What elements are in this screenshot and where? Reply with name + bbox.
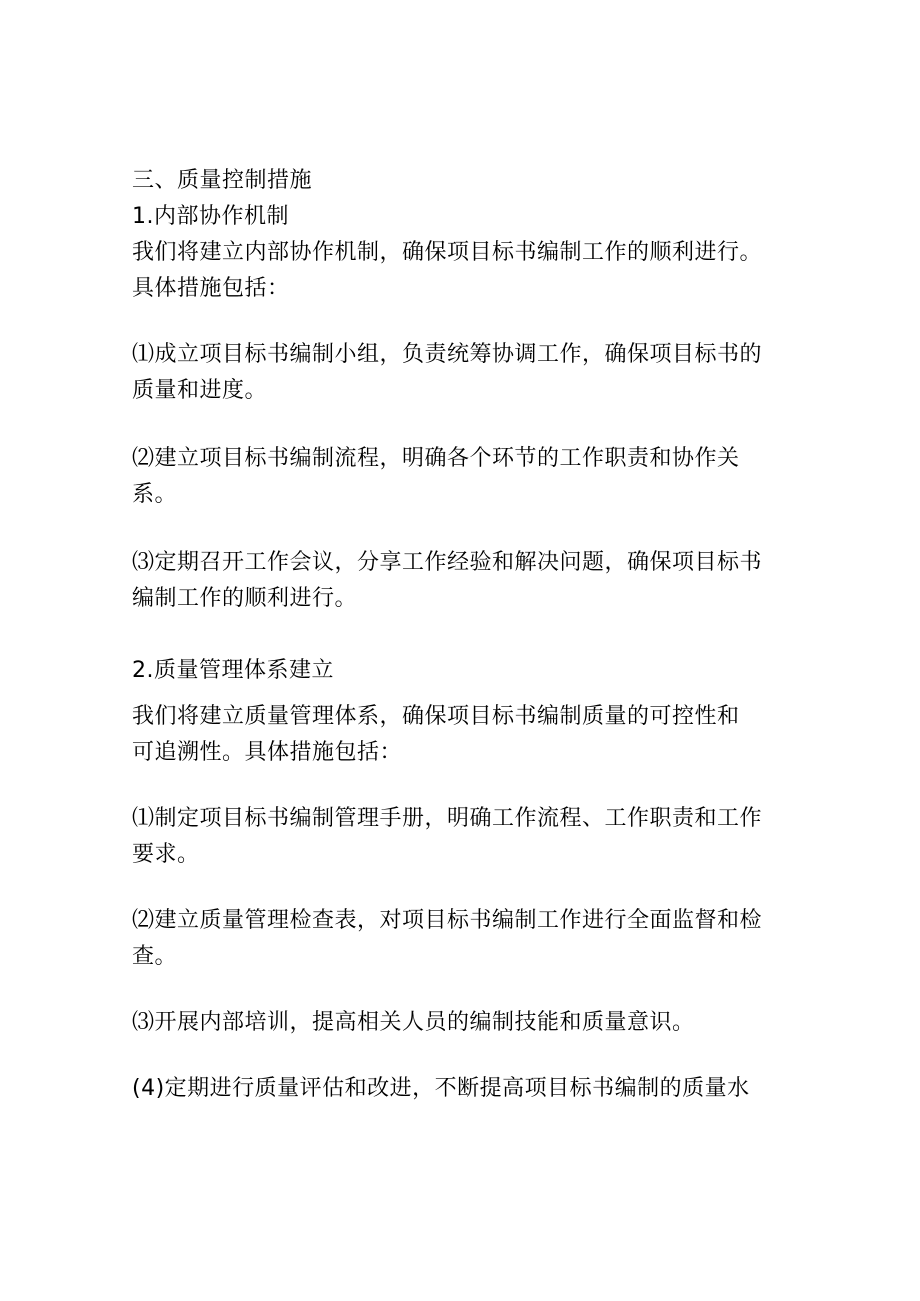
subsection-2-item-2-line-1: ⑵建立质量管理检查表，对项目标书编制工作进行全面监督和检: [132, 908, 763, 933]
subsection-1-item-2-line-2: 系。: [132, 482, 178, 507]
subsection-1-item-3-line-2: 编制工作的顺利进行。: [132, 586, 358, 611]
subsection-2-item-3-line-1: ⑶开展内部培训，提高相关人员的编制技能和质量意识。: [132, 1010, 695, 1035]
subsection-2-intro-line-2: 可追溯性。具体措施包括：: [132, 740, 403, 765]
subsection-1-intro-line-2: 具体措施包括：: [132, 276, 290, 301]
subsection-2-intro-line-1: 我们将建立质量管理体系，确保项目标书编制质量的可控性和: [132, 704, 740, 729]
subsection-1-intro-line-1: 我们将建立内部协作机制，确保项目标书编制工作的顺利进行。: [132, 240, 763, 265]
subsection-1-heading: 1.内部协作机制: [132, 204, 289, 229]
section-title: 三、质量控制措施: [132, 168, 313, 193]
subsection-2-item-2-line-2: 查。: [132, 944, 178, 969]
subsection-1-item-1-line-2: 质量和进度。: [132, 378, 268, 403]
subsection-2-item-4-line-1: (4)定期进行质量评估和改进，不断提高项目标书编制的质量水: [132, 1076, 750, 1101]
subsection-2-item-1-line-2: 要求。: [132, 842, 200, 867]
subsection-2-heading: 2.质量管理体系建立: [132, 658, 334, 683]
subsection-1-item-2-line-1: ⑵建立项目标书编制流程，明确各个环节的工作职责和协作关: [132, 446, 740, 471]
subsection-1-item-1-line-1: ⑴成立项目标书编制小组，负责统筹协调工作，确保项目标书的: [132, 342, 763, 367]
subsection-2-item-1-line-1: ⑴制定项目标书编制管理手册，明确工作流程、工作职责和工作: [132, 806, 763, 831]
subsection-1-item-3-line-1: ⑶定期召开工作会议，分享工作经验和解决问题，确保项目标书: [132, 550, 763, 575]
